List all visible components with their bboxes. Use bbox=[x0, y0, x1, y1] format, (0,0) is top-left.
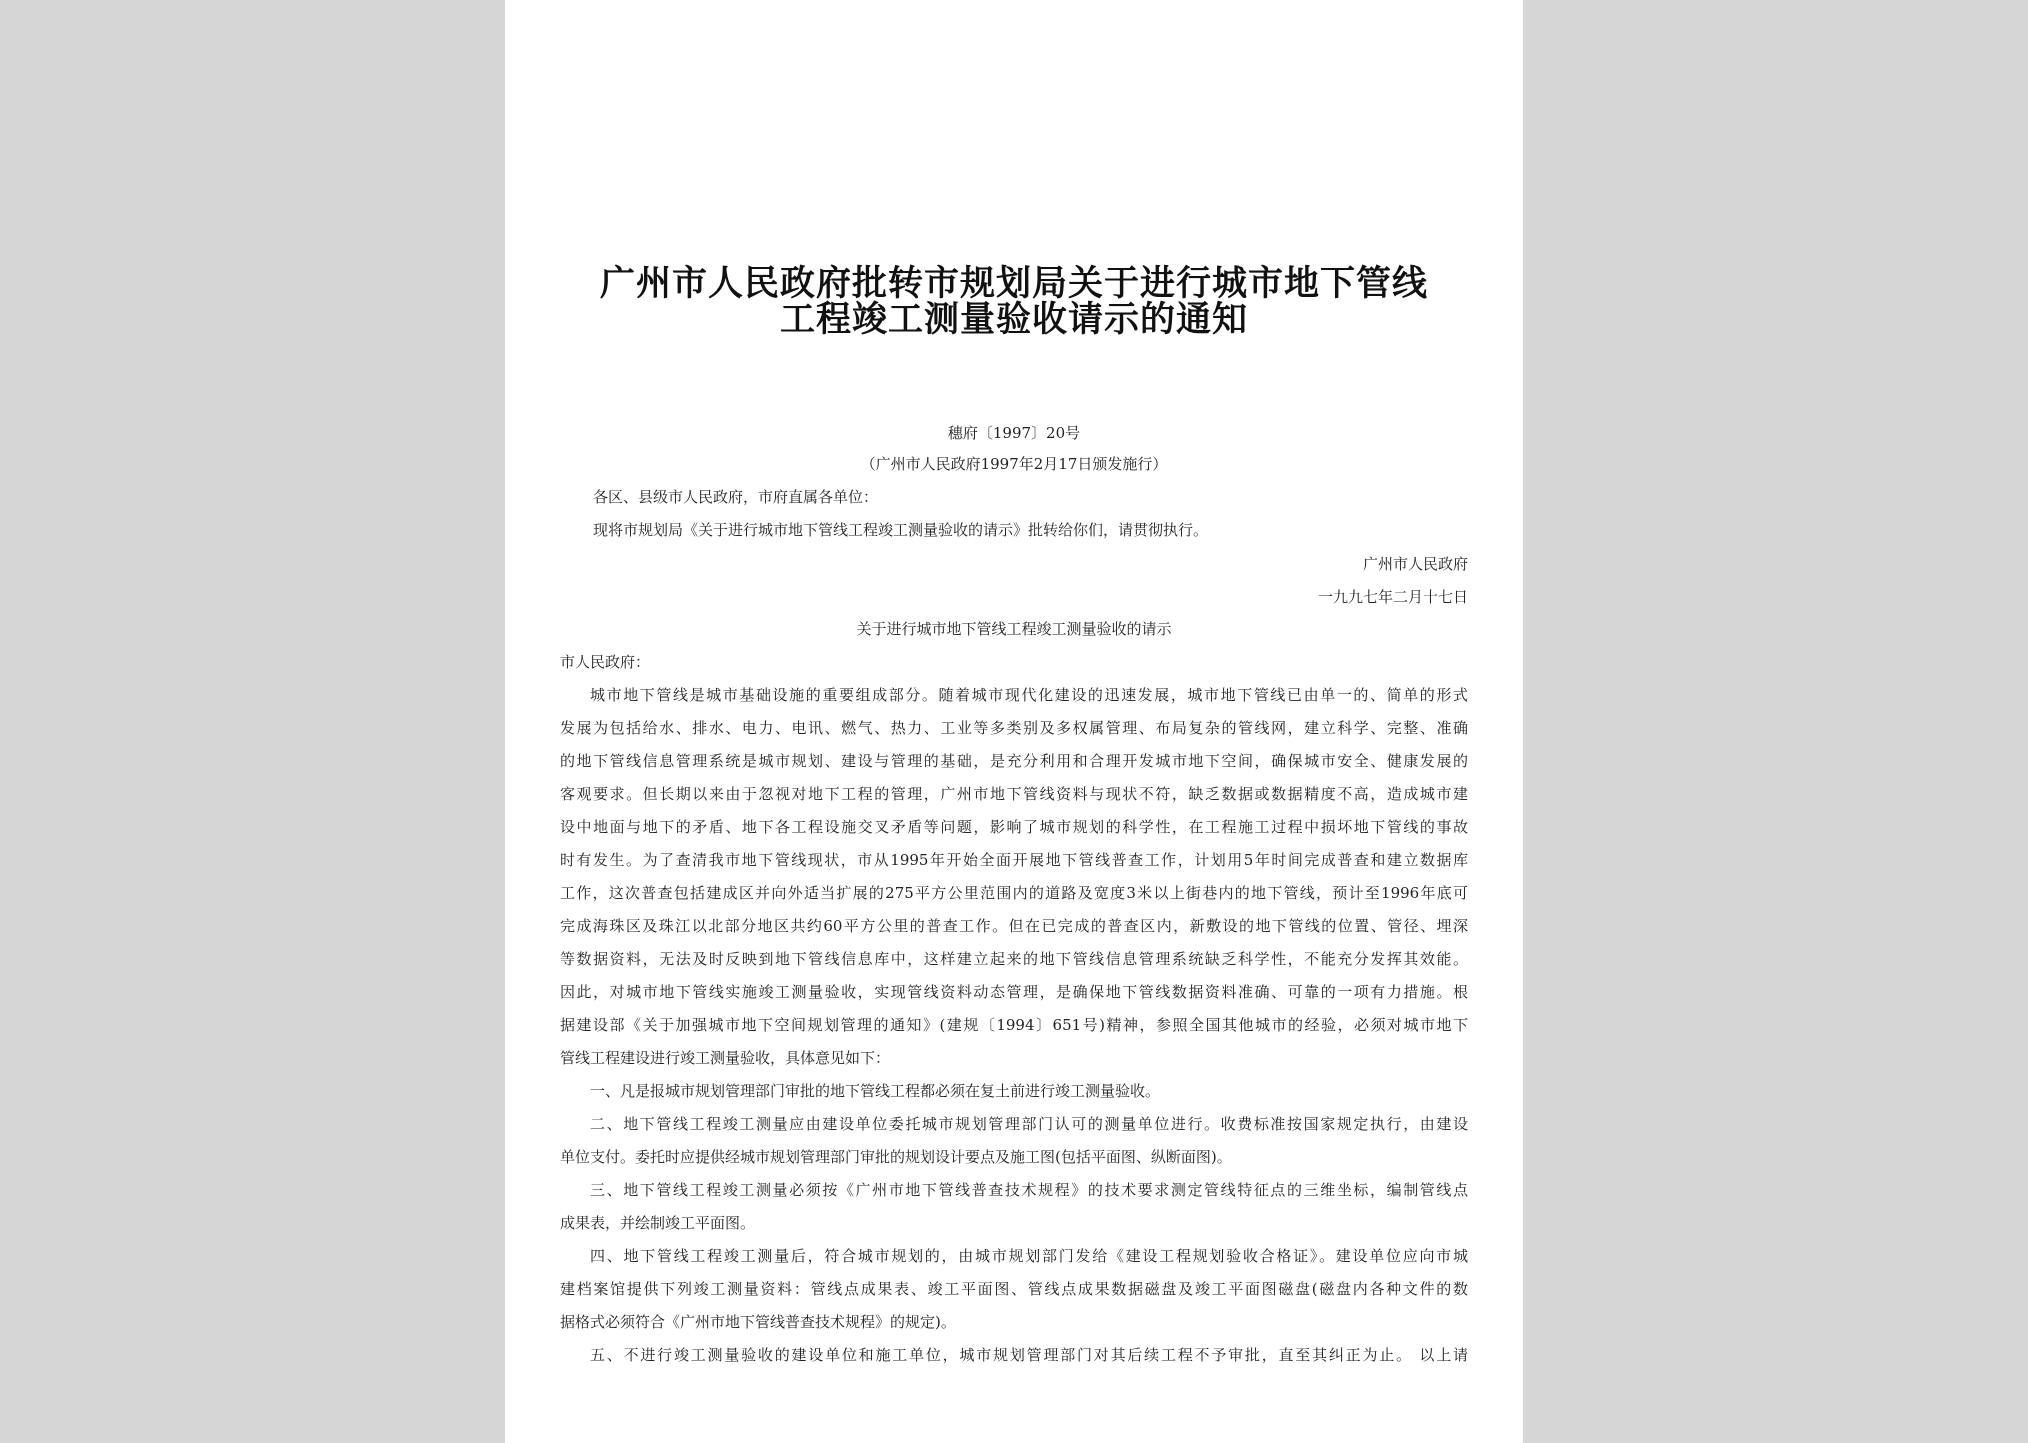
document-title-line-2: 工程竣工测量验收请示的通知 bbox=[779, 300, 1248, 340]
issue-note: （广州市人民政府1997年2月17日颁发施行） bbox=[860, 455, 1168, 473]
sub-addressee: 市人民政府： bbox=[560, 653, 651, 671]
paragraph-1-line: 时有发生。为了查清我市地下管线现状，市从1995年开始全面开展地下管线普查工作，计划用5年时间完成普查和建立数据库 bbox=[560, 851, 1468, 869]
paragraph-1-line: 的地下管线信息管理系统是城市规划、建设与管理的基础，是充分利用和合理开发城市地下空间，确保城市安全、健康发展的 bbox=[560, 752, 1468, 770]
paragraph-1-line: 工作，这次普查包括建成区并向外适当扩展的275平方公里范围内的道路及宽度3米以上街巷内的地下管线，预计至1996年底可 bbox=[560, 884, 1468, 902]
document-page bbox=[505, 0, 1523, 1443]
paragraph-1-line: 城市地下管线是城市基础设施的重要组成部分。随着城市现代化建设的迅速发展，城市地下管线已由单一的、简单的形式 bbox=[590, 686, 1468, 704]
item-3-line: 三、地下管线工程竣工测量必须按《广州市地下管线普查技术规程》的技术要求测定管线特征点的三维坐标，编制管线点 bbox=[590, 1181, 1468, 1199]
paragraph-1-line: 管线工程建设进行竣工测量验收，具体意见如下： bbox=[560, 1049, 891, 1067]
addressee: 各区、县级市人民政府，市府直属各单位： bbox=[593, 488, 879, 506]
forward-text: 现将市规划局《关于进行城市地下管线工程竣工测量验收的请示》批转给你们，请贯彻执行。 bbox=[593, 521, 1209, 539]
signature-org: 广州市人民政府 bbox=[1362, 555, 1468, 573]
item-2-line: 单位支付。委托时应提供经城市规划管理部门审批的规划设计要点及施工图(包括平面图、纵断面图)。 bbox=[560, 1148, 1232, 1166]
item-4-line: 据格式必须符合《广州市地下管线普查技术规程》的规定)。 bbox=[560, 1313, 956, 1331]
item-5: 五、不进行竣工测量验收的建设单位和施工单位，城市规划管理部门对其后续工程不予审批，直至其纠正为止。 以上请 bbox=[590, 1346, 1468, 1364]
paragraph-1-line: 因此，对城市地下管线实施竣工测量验收，实现管线资料动态管理，是确保地下管线数据资料准确、可靠的一项有力措施。根 bbox=[560, 983, 1468, 1001]
paragraph-1-line: 客观要求。但长期以来由于忽视对地下工程的管理，广州市地下管线资料与现状不符，缺乏数据或数据精度不高，造成城市建 bbox=[560, 785, 1468, 803]
item-2-line: 二、地下管线工程竣工测量应由建设单位委托城市规划管理部门认可的测量单位进行。收费标准按国家规定执行，由建设 bbox=[590, 1115, 1468, 1133]
item-4-line: 建档案馆提供下列竣工测量资料：管线点成果表、竣工平面图、管线点成果数据磁盘及竣工平面图磁盘(磁盘内各种文件的数 bbox=[560, 1280, 1468, 1298]
item-4-line: 四、地下管线工程竣工测量后，符合城市规划的，由城市规划部门发给《建设工程规划验收合格证》。建设单位应向市城 bbox=[590, 1247, 1468, 1265]
paragraph-1-line: 据建设部《关于加强城市地下空间规划管理的通知》(建规〔1994〕651号)精神，参照全国其他城市的经验，必须对城市地下 bbox=[560, 1016, 1468, 1034]
item-3-line: 成果表，并绘制竣工平面图。 bbox=[560, 1214, 756, 1232]
signature-date: 一九九七年二月十七日 bbox=[1317, 588, 1468, 606]
paragraph-1-line: 等数据资料，无法及时反映到地下管线信息库中，这样建立起来的地下管线信息管理系统缺乏科学性，不能充分发挥其效能。 bbox=[560, 950, 1468, 968]
document-title-line-1: 广州市人民政府批转市规划局关于进行城市地下管线 bbox=[599, 264, 1428, 304]
document-number: 穗府〔1997〕20号 bbox=[947, 424, 1081, 442]
item-1: 一、凡是报城市规划管理部门审批的地下管线工程都必须在复土前进行竣工测量验收。 bbox=[590, 1082, 1161, 1100]
sub-title: 关于进行城市地下管线工程竣工测量验收的请示 bbox=[856, 620, 1172, 638]
paragraph-1-line: 发展为包括给水、排水、电力、电讯、燃气、热力、工业等多类别及多权属管理、布局复杂的管线网，建立科学、完整、准确 bbox=[560, 719, 1468, 737]
paragraph-1-line: 完成海珠区及珠江以北部分地区共约60平方公里的普查工作。但在已完成的普查区内，新敷设的地下管线的位置、管径、埋深 bbox=[560, 917, 1468, 935]
paragraph-1-line: 设中地面与地下的矛盾、地下各工程设施交叉矛盾等问题，影响了城市规划的科学性，在工程施工过程中损坏地下管线的事故 bbox=[560, 818, 1468, 836]
